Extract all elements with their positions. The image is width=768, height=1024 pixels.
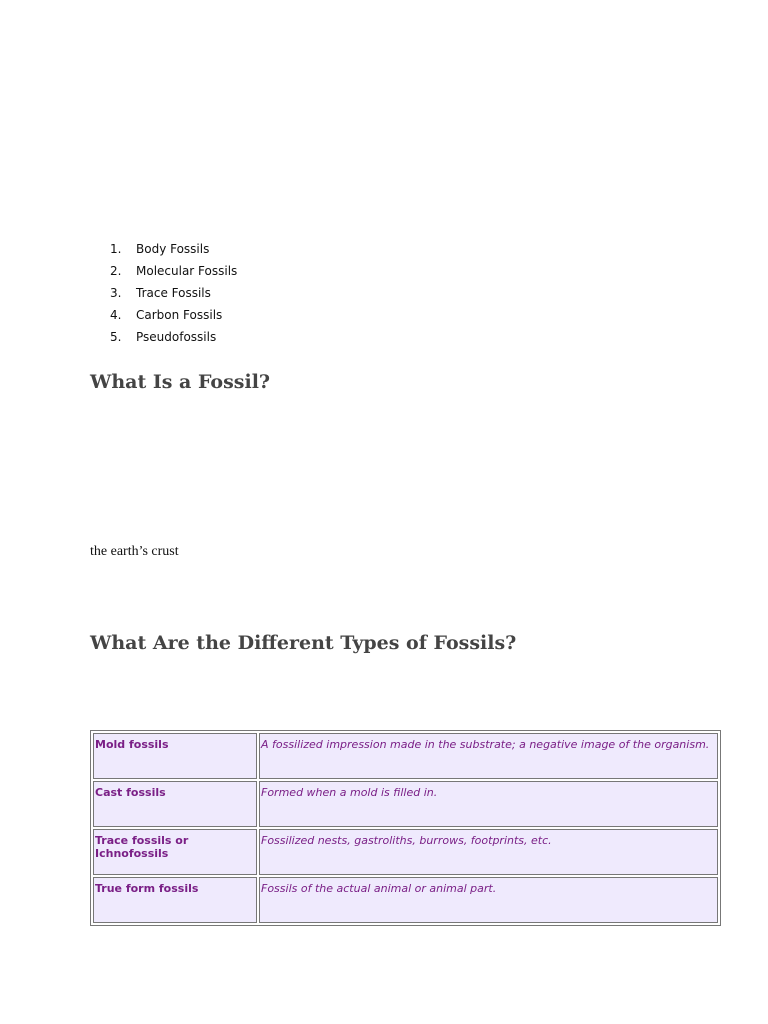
list-item [110,238,237,260]
list-item-label: Molecular Fossils [136,264,238,278]
list-item [110,304,237,326]
fossil-description-cell: Fossilized nests, gastroliths, burrows, footprints, etc. [259,829,718,875]
list-item [110,260,237,282]
fossil-description-cell: Formed when a mold is filled in. [259,781,718,827]
list-item [110,282,237,304]
crust-text: the earth’s crust [90,544,179,559]
fossil-description-cell: A fossilized impression made in the substrate; a negative image of the organism. [259,733,718,779]
heading-what-is-a-fossil: What Is a Fossil? [90,371,271,393]
table-row [93,781,718,827]
fossil-description-cell: Fossils of the actual animal or animal part. [259,877,718,923]
list-item-label: Carbon Fossils [136,308,223,322]
fossil-type-cell: Cast fossils [93,781,257,827]
list-item-label: Trace Fossils [136,286,211,300]
fossil-types-table [90,730,721,926]
table-row [93,829,718,875]
table-row [93,733,718,779]
heading-types-of-fossils: What Are the Different Types of Fossils? [90,632,517,654]
fossil-type-cell: True form fossils [93,877,257,923]
list-number: 3. [110,286,122,300]
list-item-label: Pseudofossils [136,330,217,344]
list-number: 4. [110,308,122,322]
fossil-type-cell: Trace fossils or Ichnofossils [93,829,257,875]
list-item [110,326,237,348]
fossil-type-list [110,238,237,348]
list-number: 2. [110,264,122,278]
list-number: 5. [110,330,122,344]
list-number: 1. [110,242,122,256]
fossil-type-cell: Mold fossils [93,733,257,779]
table-row [93,877,718,923]
list-item-label: Body Fossils [136,242,210,256]
